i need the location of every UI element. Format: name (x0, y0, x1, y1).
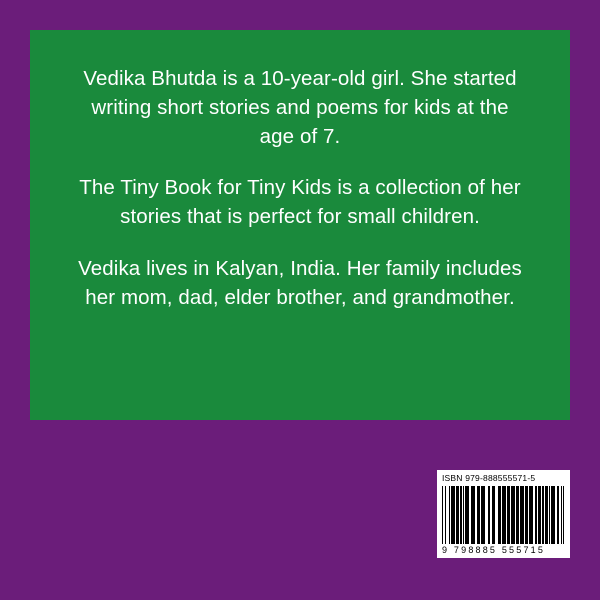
blurb-paragraph-3: Vedika lives in Kalyan, India. Her family includes her mom, dad, elder brother, and grandmother. (78, 256, 522, 309)
barcode-digits: 9 798885 555715 (442, 545, 546, 555)
blurb-panel (30, 30, 570, 420)
isbn-label: ISBN 979-888555571-5 (442, 473, 536, 483)
isbn-barcode-block (437, 470, 570, 558)
blurb-paragraph-1: Vedika Bhutda is a 10-year-old girl. She started writing short stories and poems for kids at the age of 7. (83, 67, 517, 149)
blurb-paragraph-2: The Tiny Book for Tiny Kids is a collection of her stories that is perfect for small children. (79, 176, 521, 229)
barcode-bars-icon (442, 486, 565, 545)
